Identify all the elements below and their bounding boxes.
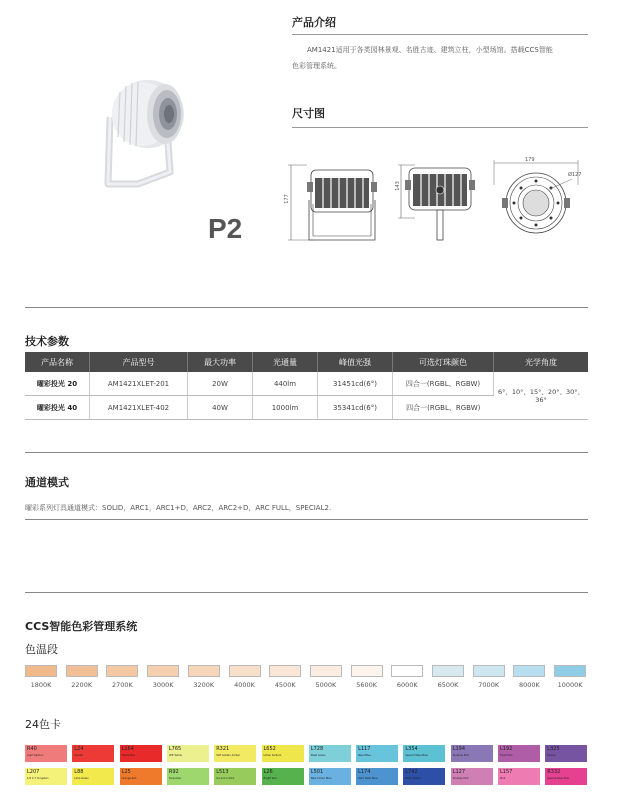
color-card-code: L24 — [74, 746, 84, 752]
cell-intensity: 31451cd(6°) — [318, 372, 393, 396]
color-card-code: L354 — [405, 746, 418, 752]
channel-top-rule — [25, 452, 588, 453]
col-header: 产品型号 — [90, 352, 188, 372]
color-card — [309, 745, 351, 762]
color-temp-swatch — [554, 665, 586, 677]
color-card — [262, 768, 304, 785]
color-card — [72, 768, 114, 785]
color-card — [403, 745, 445, 762]
color-card — [167, 745, 209, 762]
color-card — [25, 745, 67, 762]
side-view-drawing — [395, 160, 485, 245]
color-card — [451, 745, 493, 762]
color-card-code: L117 — [358, 746, 371, 752]
color-card-code: R40 — [27, 746, 37, 752]
color-card-name: Light Salmon — [27, 754, 44, 757]
color-card-heading: 24色卡 — [25, 718, 61, 731]
color-card — [214, 768, 256, 785]
color-temp-label: 1800K — [30, 681, 52, 689]
specs-heading: 技术参数 — [25, 335, 69, 348]
color-temp-label: 3200K — [193, 681, 215, 689]
color-card — [120, 768, 162, 785]
product-name: P2 — [208, 213, 243, 244]
color-temp-swatch — [106, 665, 138, 677]
color-temp-swatch — [229, 665, 261, 677]
color-temp-label: 6500K — [437, 681, 459, 689]
intro-text-line2: 色彩管理系统。 — [292, 62, 341, 70]
color-card-code: L127 — [452, 769, 466, 775]
spec-table — [25, 352, 588, 420]
color-card-code: L192 — [500, 746, 513, 752]
color-temp-swatch — [188, 665, 220, 677]
color-card-name: LEE Yellow — [168, 754, 182, 757]
color-temp-swatch — [147, 665, 179, 677]
color-card-name: Mauve — [547, 754, 556, 757]
color-temp-label: 6000K — [396, 681, 418, 689]
color-card-code: L742 — [405, 769, 418, 775]
color-card-name: 1/4 C.T. Tungsten — [27, 777, 49, 780]
color-temp-label: 5000K — [315, 681, 337, 689]
color-card-name: Steel Blue — [358, 754, 371, 757]
color-temp-label: 10000K — [557, 681, 583, 689]
color-card-name: Bright Red — [263, 777, 277, 780]
color-temp-swatch — [432, 665, 464, 677]
color-card — [498, 768, 540, 785]
color-card-name: Ice and a Slice — [216, 777, 235, 780]
color-card — [262, 745, 304, 762]
color-card-name: Scarlet — [74, 754, 84, 757]
color-card-name: Special Rose Pink — [547, 777, 570, 780]
color-card — [72, 745, 114, 762]
color-temp-label: 3000K — [152, 681, 174, 689]
color-card-code: L157 — [500, 769, 513, 775]
cell-beam-angles: 6°、10°、15°、20°、30°、36° — [494, 372, 589, 420]
ccs-top-rule — [25, 592, 588, 593]
color-card-name: Lime Green — [74, 777, 89, 780]
dimensions-divider — [292, 127, 588, 128]
color-card-code: R332 — [547, 769, 561, 775]
color-card — [545, 768, 587, 785]
color-temp-swatch — [351, 665, 383, 677]
color-card-name: Bram Brown — [405, 777, 421, 780]
top-view-drawing — [488, 155, 588, 245]
color-card-code: L501 — [310, 769, 324, 775]
cell-flux: 1000lm — [253, 396, 318, 420]
dimensions-heading: 尺寸图 — [292, 107, 325, 120]
cell-led-color: 四合一(RGBL、RGBW) — [393, 372, 494, 396]
color-card-code: L728 — [310, 746, 324, 752]
color-temp-heading: 色温段 — [25, 643, 58, 656]
color-temp-label: 7000K — [478, 681, 500, 689]
color-card-code: L88 — [74, 769, 84, 775]
cell-power: 20W — [188, 372, 253, 396]
color-temp-swatch — [310, 665, 342, 677]
top-width-label: 179 — [525, 157, 535, 163]
color-card-name: Turquoise — [168, 777, 181, 780]
color-card — [356, 768, 398, 785]
color-card-name: Flesh Pink — [500, 754, 513, 757]
color-card-name: Orange Red — [121, 777, 137, 780]
color-card — [309, 768, 351, 785]
color-card — [451, 768, 493, 785]
color-temp-label: 4500K — [274, 681, 296, 689]
color-card-name: New Colour Blue — [310, 777, 332, 780]
color-card-name: Urban Sodium — [263, 754, 282, 757]
cell-product-name: 曜彩投光 40 — [25, 396, 90, 420]
color-card-code: L25 — [121, 769, 131, 775]
table-row — [25, 372, 588, 396]
product-image — [100, 72, 195, 192]
col-header: 峰值光强 — [318, 352, 393, 372]
color-card — [214, 745, 256, 762]
color-card — [25, 768, 67, 785]
side-height-label: 143 — [394, 181, 401, 191]
col-header: 光学角度 — [494, 352, 589, 372]
color-card-code: R92 — [168, 769, 179, 775]
color-temp-swatch — [391, 665, 423, 677]
color-card-code: R321 — [216, 746, 230, 752]
color-card — [545, 745, 587, 762]
channel-bottom-rule — [25, 519, 588, 520]
color-card — [167, 768, 209, 785]
color-card-code: L207 — [27, 769, 40, 775]
color-card-name: Surprise Pink — [452, 754, 470, 757]
color-card-name: Steel Green — [310, 754, 326, 757]
col-header: 最大功率 — [188, 352, 253, 372]
color-temp-label: 2200K — [71, 681, 93, 689]
color-card-code: L652 — [263, 746, 276, 752]
color-temp-swatch — [473, 665, 505, 677]
color-temp-label: 8000K — [518, 681, 540, 689]
color-card-code: L174 — [358, 769, 371, 775]
front-height-label: 177 — [283, 194, 290, 204]
cell-flux: 440lm — [253, 372, 318, 396]
color-card — [120, 745, 162, 762]
spec-table-header — [25, 352, 588, 372]
color-card-code: L513 — [216, 769, 229, 775]
color-temp-swatch — [269, 665, 301, 677]
color-temp-swatch — [66, 665, 98, 677]
col-header: 产品名称 — [25, 352, 90, 372]
intro-text-line1: AM1421适用于各类园林景观、名胜古迹、建筑立柱，小型场馆。搭载CCS智能 — [307, 46, 553, 54]
front-view-drawing — [285, 160, 385, 245]
cell-model: AM1421XLET-201 — [90, 372, 188, 396]
color-card-name: Soft Golden Amber — [216, 754, 240, 757]
color-temp-swatch — [513, 665, 545, 677]
cell-intensity: 35341cd(6°) — [318, 396, 393, 420]
color-card-code: L765 — [168, 746, 182, 752]
color-card — [403, 768, 445, 785]
ccs-heading: CCS智能色彩管理系统 — [25, 620, 138, 633]
intro-heading: 产品介绍 — [292, 16, 336, 29]
color-temp-label: 5600K — [356, 681, 377, 689]
col-header: 可选灯珠颜色 — [393, 352, 494, 372]
color-card — [356, 745, 398, 762]
color-card-code: L26 — [263, 769, 273, 775]
color-temp-label: 2700K — [111, 681, 133, 689]
color-temp-label: 4000K — [234, 681, 255, 689]
color-card-name: Pink — [500, 777, 506, 780]
color-card-name: Dark Steel Blue — [358, 777, 378, 780]
cell-product-name: 曜彩投光 20 — [25, 372, 90, 396]
intro-divider — [292, 34, 588, 35]
color-temp-swatch — [25, 665, 57, 677]
cell-led-color: 四合一(RGBL、RGBW) — [393, 396, 494, 420]
cell-power: 40W — [188, 396, 253, 420]
channel-text: 曜彩系列灯具通道模式：SOLID，ARC1，ARC1+D，ARC2，ARC2+D，ARC FULL，SPECIAL2. — [25, 504, 332, 512]
channel-heading: 通道模式 — [25, 476, 69, 489]
color-card — [498, 745, 540, 762]
specs-top-rule — [25, 307, 588, 308]
cell-model: AM1421XLET-402 — [90, 396, 188, 420]
color-card-code: L164 — [121, 746, 134, 752]
col-header: 光通量 — [253, 352, 318, 372]
color-card-code: L325 — [547, 746, 560, 752]
color-card-name: Special Steel Blue — [405, 754, 428, 757]
color-card-name: Flame Red — [121, 754, 135, 757]
color-card-code: L194 — [452, 746, 466, 752]
top-diameter-label: Ø127 — [568, 172, 582, 178]
color-card-name: Smokey Pink — [452, 777, 469, 780]
